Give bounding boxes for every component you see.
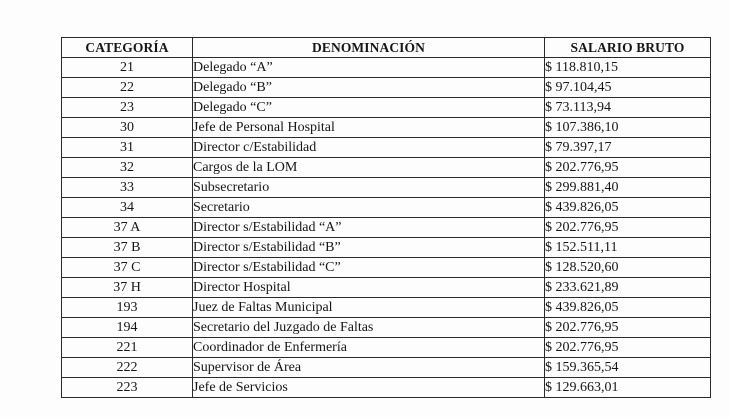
cell-categoria: 23 [62,98,193,118]
cell-categoria: 34 [62,198,193,218]
table-row [62,338,711,358]
cell-categoria: 37 A [62,218,193,238]
cell-denominacion: Director s/Estabilidad “B” [193,238,545,258]
cell-denominacion: Secretario [193,198,545,218]
cell-denominacion: Jefe de Personal Hospital [193,118,545,138]
cell-denominacion: Juez de Faltas Municipal [193,298,545,318]
cell-categoria: 194 [62,318,193,338]
table-row [62,278,711,298]
table-row [62,258,711,278]
cell-denominacion: Jefe de Servicios [193,378,545,398]
cell-categoria: 30 [62,118,193,138]
cell-denominacion: Delegado “A” [193,58,545,78]
cell-denominacion: Supervisor de Área [193,358,545,378]
cell-denominacion: Secretario del Juzgado de Faltas [193,318,545,338]
cell-denominacion: Delegado “C” [193,98,545,118]
table-row [62,378,711,398]
cell-categoria: 32 [62,158,193,178]
cell-salario-bruto: $ 159.365,54 [545,358,711,378]
cell-salario-bruto: $ 128.520,60 [545,258,711,278]
cell-salario-bruto: $ 439.826,05 [545,298,711,318]
cell-salario-bruto: $ 118.810,15 [545,58,711,78]
cell-categoria: 21 [62,58,193,78]
cell-denominacion: Coordinador de Enfermería [193,338,545,358]
cell-denominacion: Director c/Estabilidad [193,138,545,158]
table-row [62,158,711,178]
table-row [62,58,711,78]
cell-salario-bruto: $ 439.826,05 [545,198,711,218]
cell-salario-bruto: $ 73.113,94 [545,98,711,118]
cell-denominacion: Director s/Estabilidad “C” [193,258,545,278]
cell-denominacion: Subsecretario [193,178,545,198]
cell-salario-bruto: $ 79.397,17 [545,138,711,158]
cell-categoria: 222 [62,358,193,378]
cell-categoria: 22 [62,78,193,98]
table-body [62,58,711,398]
header-denominacion: DENOMINACIÓN [193,38,545,58]
cell-salario-bruto: $ 97.104,45 [545,78,711,98]
cell-denominacion: Cargos de la LOM [193,158,545,178]
cell-categoria: 33 [62,178,193,198]
table-header-row [62,38,711,58]
cell-denominacion: Director Hospital [193,278,545,298]
cell-denominacion: Director s/Estabilidad “A” [193,218,545,238]
cell-categoria: 37 B [62,238,193,258]
table-row [62,318,711,338]
cell-salario-bruto: $ 152.511,11 [545,238,711,258]
cell-salario-bruto: $ 202.776,95 [545,318,711,338]
cell-salario-bruto: $ 233.621,89 [545,278,711,298]
table-row [62,238,711,258]
cell-salario-bruto: $ 299.881,40 [545,178,711,198]
header-categoria: CATEGORÍA [62,38,193,58]
header-salario-bruto: SALARIO BRUTO [545,38,711,58]
table-row [62,198,711,218]
table-row [62,138,711,158]
cell-denominacion: Delegado “B” [193,78,545,98]
cell-salario-bruto: $ 129.663,01 [545,378,711,398]
cell-salario-bruto: $ 107.386,10 [545,118,711,138]
table-row [62,178,711,198]
table-row [62,358,711,378]
cell-categoria: 31 [62,138,193,158]
table-row [62,218,711,238]
cell-salario-bruto: $ 202.776,95 [545,158,711,178]
salary-table [61,37,711,398]
cell-salario-bruto: $ 202.776,95 [545,338,711,358]
table-row [62,78,711,98]
cell-categoria: 193 [62,298,193,318]
cell-categoria: 223 [62,378,193,398]
cell-salario-bruto: $ 202.776,95 [545,218,711,238]
cell-categoria: 221 [62,338,193,358]
cell-categoria: 37 H [62,278,193,298]
table-row [62,298,711,318]
table-row [62,98,711,118]
table-row [62,118,711,138]
cell-categoria: 37 C [62,258,193,278]
